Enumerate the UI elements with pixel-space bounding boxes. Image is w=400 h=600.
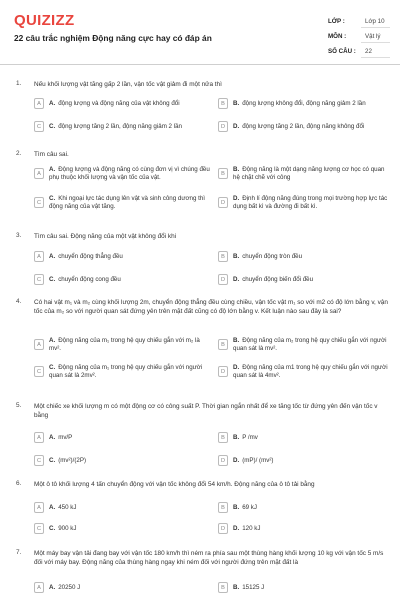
header-divider — [0, 64, 400, 65]
option-letter-box: A — [34, 432, 44, 443]
question-text: Có hai vật m₁ và m₂ cùng khối lượng 2m, chuyển động thẳng đều cùng chiều, vận tốc vật m₁ so với m2 có độ lớn bằng v, vận tốc của m₂ so với người quan sát đứng yên trên mặt đất cũng có độ lớn bằng v. Kết luận nào sau đây là sai? — [34, 299, 388, 315]
option-letter-box: D — [218, 455, 228, 466]
option-letter-box: C — [34, 366, 44, 377]
option-letter-box: D — [218, 366, 228, 377]
option-c[interactable]: C C. 900 kJ — [34, 521, 210, 536]
page-title: 22 câu trắc nghiệm Động năng cực hay có đáp án — [14, 33, 212, 43]
worksheet-header — [0, 0, 400, 64]
question-text: Một máy bay vận tải đang bay với vận tốc 180 km/h thì ném ra phía sau một thùng hàng khối lượng 10 kg với vận tốc 5 m/s đối với máy bay. Động năng của thùng hàng ngay khi ném đối với người đứng trên mặt đất là — [34, 550, 384, 566]
option-letter-box: D — [218, 121, 228, 132]
option-b[interactable]: B B. Động năng là một dạng năng lượng cơ học có quan hệ chặt chẽ với công — [218, 166, 390, 187]
option-d[interactable]: D D. Định lí động năng đúng trong mọi trường hợp lực tác dụng bất kì và đường đi bất kì. — [218, 195, 390, 216]
question-text: Tìm câu sai. Động năng của một vật không đổi khi — [34, 233, 177, 240]
option-c[interactable]: C C. chuyển động cong đều — [34, 272, 210, 287]
option-c[interactable]: C C. động lượng tăng 2 lần, động năng giảm 2 lần — [34, 119, 210, 134]
option-letter-box: B — [218, 339, 228, 350]
option-letter-box: C — [34, 523, 44, 534]
question-text: Một ô tô khối lượng 4 tấn chuyển động với vận tốc không đổi 54 km/h. Động năng của ô tô tải bằng — [34, 481, 315, 488]
meta-key: LỚP : — [328, 18, 345, 25]
option-a[interactable]: A A. Động năng của m₁ trong hệ quy chiếu gắn với m₂ là mv². — [34, 337, 210, 358]
option-a[interactable]: A A. Động lượng và động năng có cùng đơn vị vì chúng đều phụ thuộc khối lượng và vận tốc của vật. — [34, 166, 210, 187]
meta-value: Lớp 10 — [361, 16, 390, 28]
option-d[interactable]: D D. 120 kJ — [218, 521, 390, 536]
meta-value: Vật lý — [361, 31, 390, 43]
option-letter-box: A — [34, 582, 44, 593]
option-letter-box: C — [34, 197, 44, 208]
question-text: Nếu khối lượng vật tăng gấp 2 lần, vận tốc vật giảm đi một nửa thì — [34, 81, 222, 88]
quizizz-logo: QUIZIZZ — [14, 12, 75, 29]
option-c[interactable]: C C. (mv²)/(2P) — [34, 453, 210, 468]
meta-value: 22 — [361, 46, 390, 58]
option-letter-box: B — [218, 251, 228, 262]
option-letter-box: C — [34, 274, 44, 285]
option-letter-box: A — [34, 251, 44, 262]
option-letter-box: B — [218, 98, 228, 109]
option-letter-box: B — [218, 432, 228, 443]
option-letter-box: D — [218, 274, 228, 285]
option-a[interactable]: A A. chuyển động thẳng đều — [34, 249, 210, 264]
option-a[interactable]: A A. 450 kJ — [34, 500, 210, 515]
question-number: 5. — [16, 402, 22, 409]
option-letter-box: B — [218, 502, 228, 513]
option-letter-box: A — [34, 168, 44, 179]
option-letter-box: A — [34, 339, 44, 350]
option-b[interactable]: B B. P /mv — [218, 430, 390, 445]
question-number: 3. — [16, 232, 22, 239]
option-c[interactable]: C C. Khi ngoại lực tác dụng lên vật và sinh công dương thì động năng của vật tăng. — [34, 195, 210, 216]
question-text: Tìm câu sai. — [34, 151, 69, 158]
question-number: 4. — [16, 298, 22, 305]
option-d[interactable]: D D. (mP)/ (mv²) — [218, 453, 390, 468]
option-d[interactable]: D D. chuyển động biến đổi đều — [218, 272, 390, 287]
option-b[interactable]: B B. 15125 J — [218, 580, 390, 595]
option-b[interactable]: B B. động lượng không đổi, động năng giảm 2 lần — [218, 96, 390, 111]
option-letter-box: B — [218, 168, 228, 179]
option-a[interactable]: A A. mv/P — [34, 430, 210, 445]
meta-row-subject — [328, 29, 390, 44]
option-a[interactable]: A A. động lượng và động năng của vật không đổi — [34, 96, 210, 111]
meta-key: MÔN : — [328, 33, 347, 40]
option-letter-box: A — [34, 98, 44, 109]
question-number: 1. — [16, 80, 22, 87]
option-b[interactable]: B B. chuyển động tròn đều — [218, 249, 390, 264]
option-letter-box: D — [218, 197, 228, 208]
option-letter-box: C — [34, 455, 44, 466]
question-number: 7. — [16, 549, 22, 556]
question-text: Một chiếc xe khối lượng m có một động cơ có công suất P. Thời gian ngắn nhất để xe tăng tốc từ đứng yên đến vận tốc v bằng — [34, 403, 378, 419]
question-number: 2. — [16, 150, 22, 157]
option-letter-box: A — [34, 502, 44, 513]
option-a[interactable]: A A. 20250 J — [34, 580, 210, 595]
option-d[interactable]: D D. động lượng tăng 2 lần, động năng không đổi — [218, 119, 390, 134]
option-b[interactable]: B B. Động năng của m₂ trong hệ quy chiếu gắn với người quan sát là mv². — [218, 337, 390, 358]
option-letter-box: C — [34, 121, 44, 132]
option-d[interactable]: D D. Động năng của m1 trong hệ quy chiếu gắn với người quan sát là 4mv². — [218, 364, 390, 385]
question-number: 6. — [16, 480, 22, 487]
meta-key: SỐ CÂU : — [328, 48, 356, 55]
option-c[interactable]: C C. Động năng của m₁ trong hệ quy chiếu gắn với người quan sát là 2mv². — [34, 364, 210, 385]
meta-row-class — [328, 14, 390, 29]
option-b[interactable]: B B. 69 kJ — [218, 500, 390, 515]
meta-panel — [328, 14, 390, 59]
option-letter-box: D — [218, 523, 228, 534]
meta-row-count — [328, 44, 390, 59]
option-letter-box: B — [218, 582, 228, 593]
